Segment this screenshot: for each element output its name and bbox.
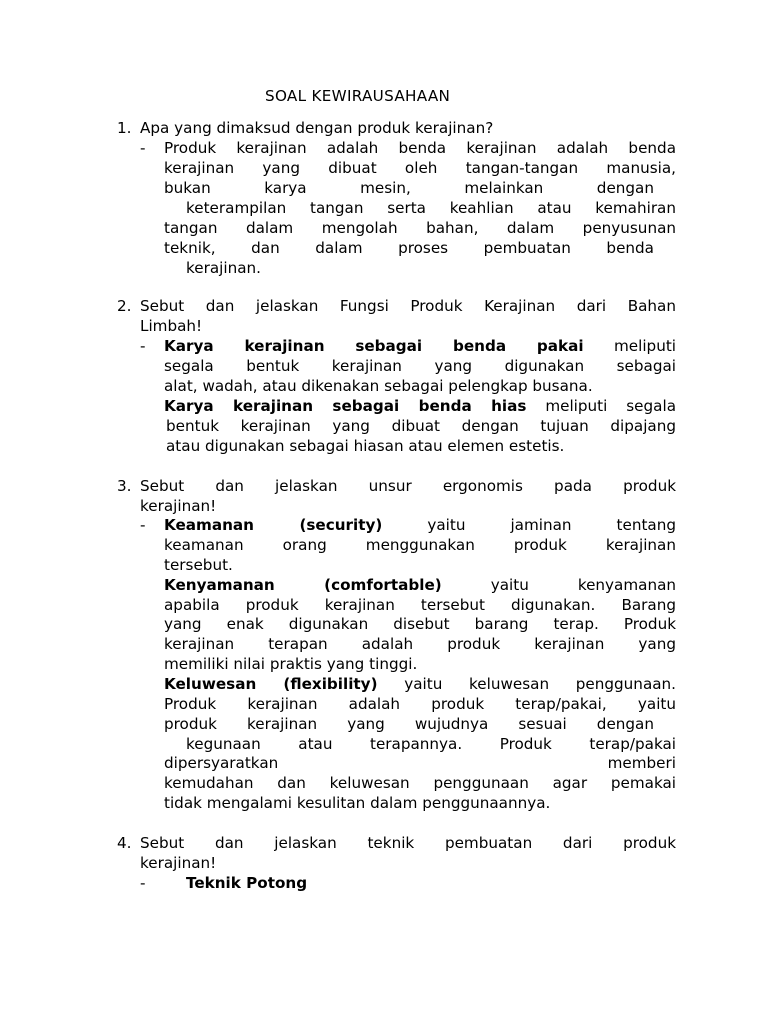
q1-answer-line: bukan karya mesin, melainkan dengan [164, 179, 654, 197]
q2-item2-heading [164, 396, 676, 416]
q1-dash: - [140, 139, 146, 157]
q3-item1-bold: Keamanan (security) [164, 516, 383, 534]
q1-number: 1. [117, 119, 132, 137]
q4-question-line: Sebut dan jelaskan teknik pembuatan dari produk [140, 834, 676, 852]
q3-item3-rest: yaitu keluwesan penggunaan. [404, 675, 677, 693]
q3-item2-line: apabila produk kerajinan tersebut digunakan. Barang [164, 596, 676, 614]
q4-question-line: kerajinan! [140, 854, 217, 872]
q1-answer-line: teknik, dan dalam proses pembuatan benda [164, 239, 654, 257]
q3-item3-line: produk kerajinan yang wujudnya sesuai dengan [164, 715, 654, 733]
q2-item2-line: bentuk kerajinan yang dibuat dengan tujuan dipajang [166, 417, 676, 435]
q3-item3-line: Produk kerajinan adalah produk terap/pakai, yaitu [164, 695, 676, 713]
q2-item1-heading [164, 336, 676, 356]
q4-item1-bold: Teknik Potong [186, 874, 308, 892]
q1-answer-line: keterampilan tangan serta keahlian atau kemahiran [186, 199, 676, 217]
q3-question-line: kerajinan! [140, 497, 217, 515]
q3-item1-heading [164, 515, 676, 535]
q3-item2-line: memiliki nilai praktis yang tinggi. [164, 655, 418, 673]
q3-item2-line: kerajinan terapan adalah produk kerajinan yang [164, 635, 676, 653]
q2-item1-bold: Karya kerajinan sebagai benda pakai [164, 337, 584, 355]
q1-answer-line: Produk kerajinan adalah benda kerajinan adalah benda [164, 139, 676, 157]
q4-item1-heading [186, 873, 307, 893]
q3-dash: - [140, 516, 146, 534]
q3-item1-rest: yaitu jaminan tentang [427, 516, 676, 534]
q2-question-line: Sebut dan jelaskan Fungsi Produk Kerajinan dari Bahan [140, 297, 676, 315]
q3-item1-line: tersebut. [164, 556, 233, 574]
q3-item2-line: yang enak digunakan disebut barang terap. Produk [164, 615, 676, 633]
q2-item2-bold: Karya kerajinan sebagai benda hias [164, 397, 527, 415]
q2-question-line: Limbah! [140, 317, 203, 335]
q3-item2-rest: yaitu kenyamanan [490, 576, 677, 594]
q3-item3-line: dipersyaratkan memberi [164, 754, 676, 772]
q1-question: Apa yang dimaksud dengan produk kerajinan? [140, 119, 494, 137]
q3-item3-line: kemudahan dan keluwesan penggunaan agar pemakai [164, 774, 676, 792]
q3-item3-line: tidak mengalami kesulitan dalam penggunaannya. [164, 794, 551, 812]
q1-answer-line: tangan dalam mengolah bahan, dalam penyusunan [164, 219, 676, 237]
q2-item1-line: segala bentuk kerajinan yang digunakan sebagai [164, 357, 676, 375]
q3-item3-line: kegunaan atau terapannya. Produk terap/pakai [186, 735, 676, 753]
q4-dash: - [140, 874, 146, 892]
q2-dash: - [140, 337, 146, 355]
document-title: SOAL KEWIRAUSAHAAN [265, 87, 451, 105]
q2-number: 2. [117, 297, 132, 315]
q2-item2-line: atau digunakan sebagai hiasan atau elemen estetis. [166, 437, 565, 455]
q3-number: 3. [117, 477, 132, 495]
q1-answer-line: kerajinan. [186, 259, 261, 277]
q2-item2-rest: meliputi segala [545, 397, 676, 415]
q3-item2-bold: Kenyamanan (comfortable) [164, 576, 442, 594]
q3-item3-bold: Keluwesan (flexibility) [164, 675, 378, 693]
q2-item1-line: alat, wadah, atau dikenakan sebagai pelengkap busana. [164, 377, 593, 395]
q3-question-line: Sebut dan jelaskan unsur ergonomis pada produk [140, 477, 676, 495]
q4-number: 4. [117, 834, 132, 852]
q3-item2-heading [164, 575, 676, 595]
q3-item3-heading [164, 674, 676, 694]
q3-item1-line: keamanan orang menggunakan produk kerajinan [164, 536, 676, 554]
q1-answer-line: kerajinan yang dibuat oleh tangan-tangan manusia, [164, 159, 676, 177]
q2-item1-rest: meliputi [613, 337, 677, 355]
